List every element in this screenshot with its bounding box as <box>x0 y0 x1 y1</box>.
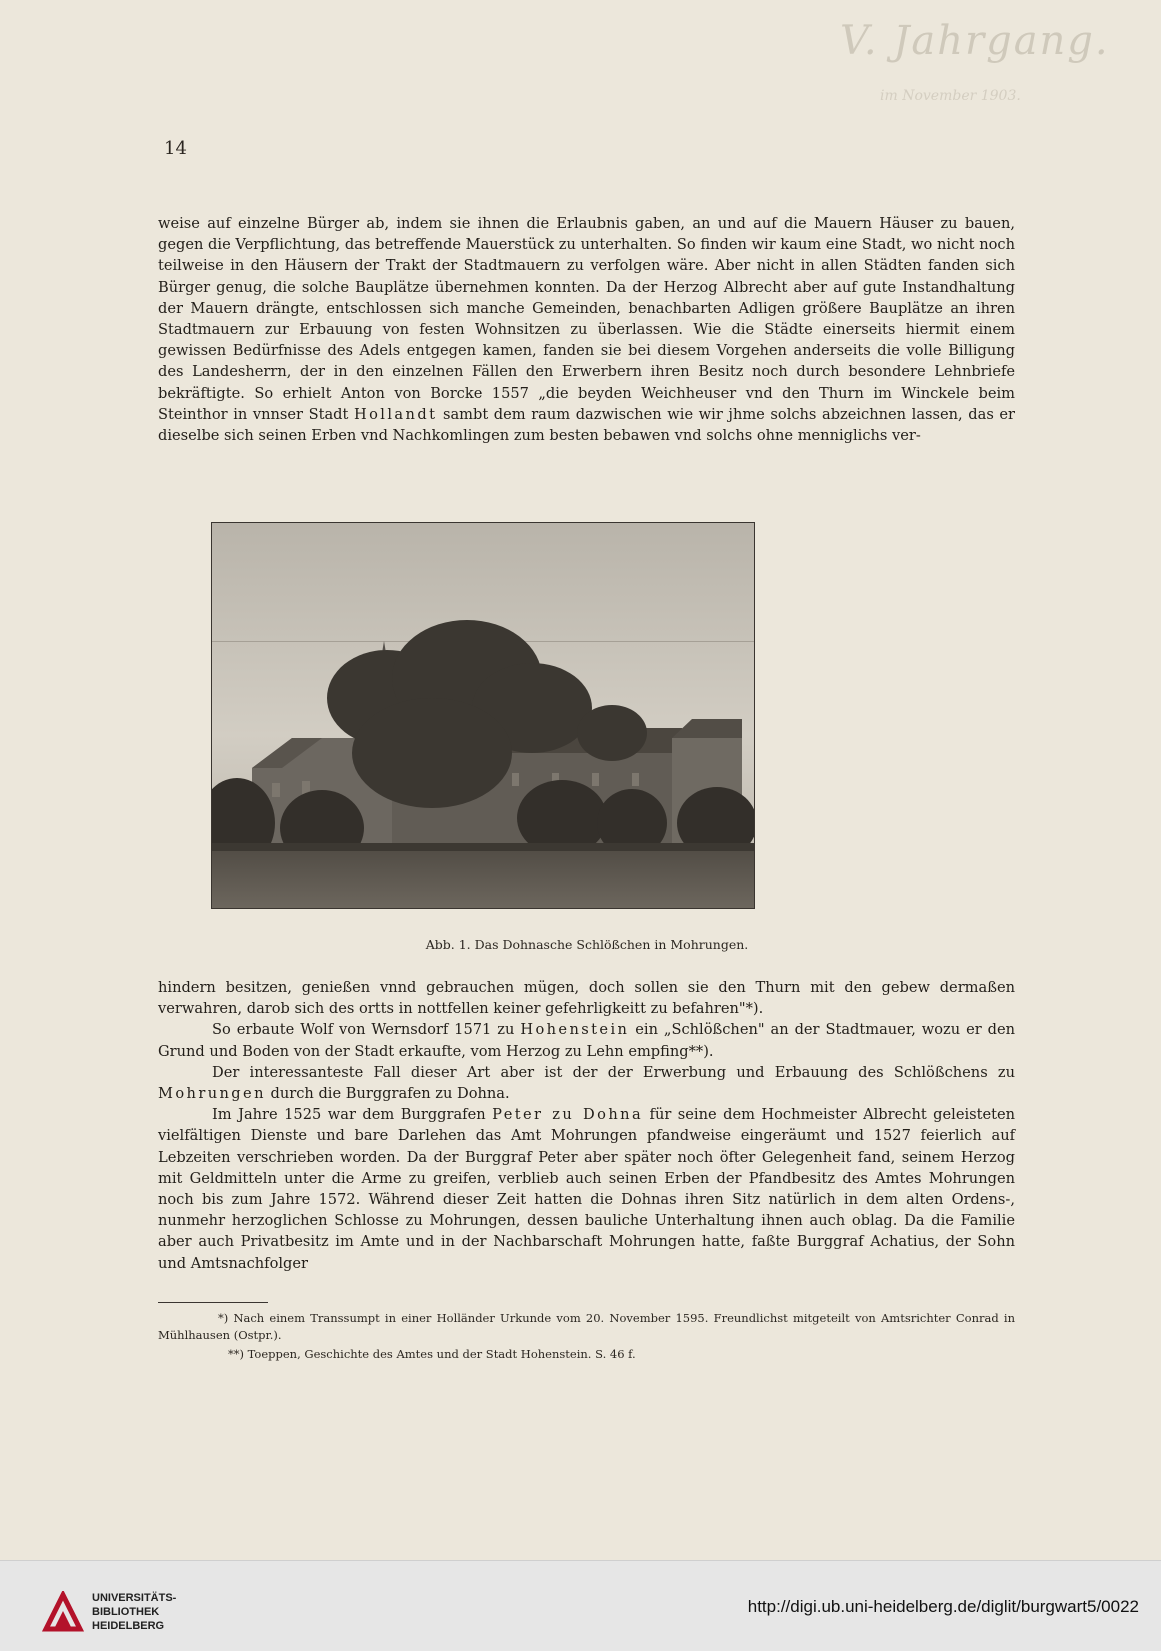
footnote-2: **) Toeppen, Geschichte des Amtes und der Stadt Hohenstein. S. 46 f. <box>228 1347 636 1361</box>
place-name-mohrungen: Mohrungen <box>158 1085 266 1103</box>
top-text-block <box>158 213 1015 446</box>
paragraph-top-end: sambt dem raum dazwischen wie wir jhme solchs abzeichnen lassen, das er dieselbe sich seinen Erben vnd Nachkomlingen zum besten bebawen vnd solchs ohne menniglichs ver- <box>158 405 1016 445</box>
bleed-through-subheader: im November 1903. <box>880 88 1021 104</box>
library-name <box>92 1591 176 1633</box>
paragraph-3 <box>158 1062 1015 1104</box>
person-name-peter: Peter zu Dohna <box>492 1106 644 1124</box>
viewer-footer <box>0 1560 1161 1651</box>
footnote-1: *) Nach einem Transsumpt in einer Holländer Urkunde vom 20. November 1595. Freundlichst mitgeteilt von Amtsrichter Conrad in Mühlhausen (Ostpr.). <box>158 1311 1015 1342</box>
library-name-line-1: UNIVERSITÄTS- <box>92 1592 177 1604</box>
paragraph-4-end: für seine dem Hochmeister Albrecht geleisteten vielfältigen Dienste und bare Darlehen das Amt Mohrungen pfandweise eingeräumt und 1527 feierlich auf Lebzeiten verschrieben worden. Da der Burggraf Peter aber später noch öfter Gelegenheit fand, seinem Herzog mit Geldmitteln unter die Arme zu greifen, verblieb auch seinen Erben der Pfandbesitz des Amtes Mohrungen noch bis zum Jahre 1572. Während dieser Zeit hatten die Dohnas ihren Sitz natürlich in dem alten Ordens-, nunmehr herzoglichen Schlosse zu Mohrungen, dessen bauliche Unterhaltung ihnen auch oblag. Da die Familie aber auch Privatbesitz im Amte und in der Nachbarschaft Mohrungen hatte, faßte Burggraf Achatius, der Sohn und Amtsnachfolger <box>158 1106 1016 1272</box>
bleed-through-header: V. Jahrgang. <box>840 18 1110 64</box>
library-name-line-3: HEIDELBERG <box>92 1620 165 1632</box>
footnotes <box>158 1310 1015 1365</box>
place-name-hollandt: Hollandt <box>353 405 438 423</box>
figure-caption: Abb. 1. Das Dohnasche Schlößchen in Mohrungen. <box>425 937 749 952</box>
paragraph-2 <box>158 1019 1015 1061</box>
paragraph-1: hindern besitzen, genießen vnnd gebrauchen mügen, doch sollen sie den Thurn mit den gebew dermaßen verwahren, darob sich des ortts in nottfellen keiner gefehrligkeitt zu befahren"*). <box>158 979 1015 1018</box>
paragraph-3-start: Der interessanteste Fall dieser Art aber ist der der Erwerbung und Erbauung des Schlößchens zu <box>212 1063 1015 1081</box>
footnote-divider <box>158 1302 268 1303</box>
university-library-logo-icon <box>42 1591 84 1633</box>
page-number: 14 <box>164 138 187 159</box>
photograph-schloesschen <box>211 522 755 909</box>
paragraph-3-end: durch die Burggrafen zu Dohna. <box>270 1085 510 1103</box>
library-name-line-2: BIBLIOTHEK <box>92 1606 160 1618</box>
paragraph-top-text: weise auf einzelne Bürger ab, indem sie ihnen die Erlaubnis gaben, an und auf die Mauern Häuser zu bauen, gegen die Verpflichtung, das betreffende Mauerstück zu unterhalten. So finden wir kaum eine Stadt, wo nicht noch teilweise in den Häusern der Trakt der Stadtmauern zu verfolgen wäre. Aber nicht in allen Städten fanden sich Bürger genug, die solche Bauplätze übernehmen konnten. Da der Herzog Albrecht aber auf gute Instandhaltung der Mauern drängte, entschlossen sich manche Gemeinden, benachbarten Adligen größere Bauplätze an ihren Stadtmauern zur Erbauung von festen Wohnsitzen zu überlassen. Wie die Städte einerseits hiermit einem gewissen Bedürfnisse des Adels entgegen kamen, fanden sie bei diesem Vorgehen anderseits die volle Billigung des Landesherrn, der in den einzelnen Fällen den Erwerbern ihren Besitz noch durch besondere Lehnbriefe bekräftigte. So erhielt Anton von Borcke 1557 „die beyden Weichheuser vnd den Thurn im Winckele beim Steinthor in vnnser Stadt <box>158 215 1015 423</box>
paragraph-top <box>158 213 1015 446</box>
paragraph-4 <box>158 1104 1015 1274</box>
paragraph-4-start: Im Jahre 1525 war dem Burggrafen <box>212 1106 486 1124</box>
paragraph-2-start: So erbaute Wolf von Wernsdorf 1571 zu <box>212 1021 515 1039</box>
source-url-link[interactable]: http://digi.ub.uni-heidelberg.de/diglit/burgwart5/0022 <box>747 1597 1139 1616</box>
paragraph-2-end: ein „Schlößchen" an der Stadtmauer, wozu er den Grund und Boden von der Stadt erkaufte, vom Herzog zu Lehn empfing**). <box>158 1021 1016 1060</box>
castle-photo-illustration <box>212 523 754 908</box>
place-name-hohenstein: Hohenstein <box>520 1021 630 1039</box>
bottom-text-block <box>158 977 1015 1274</box>
